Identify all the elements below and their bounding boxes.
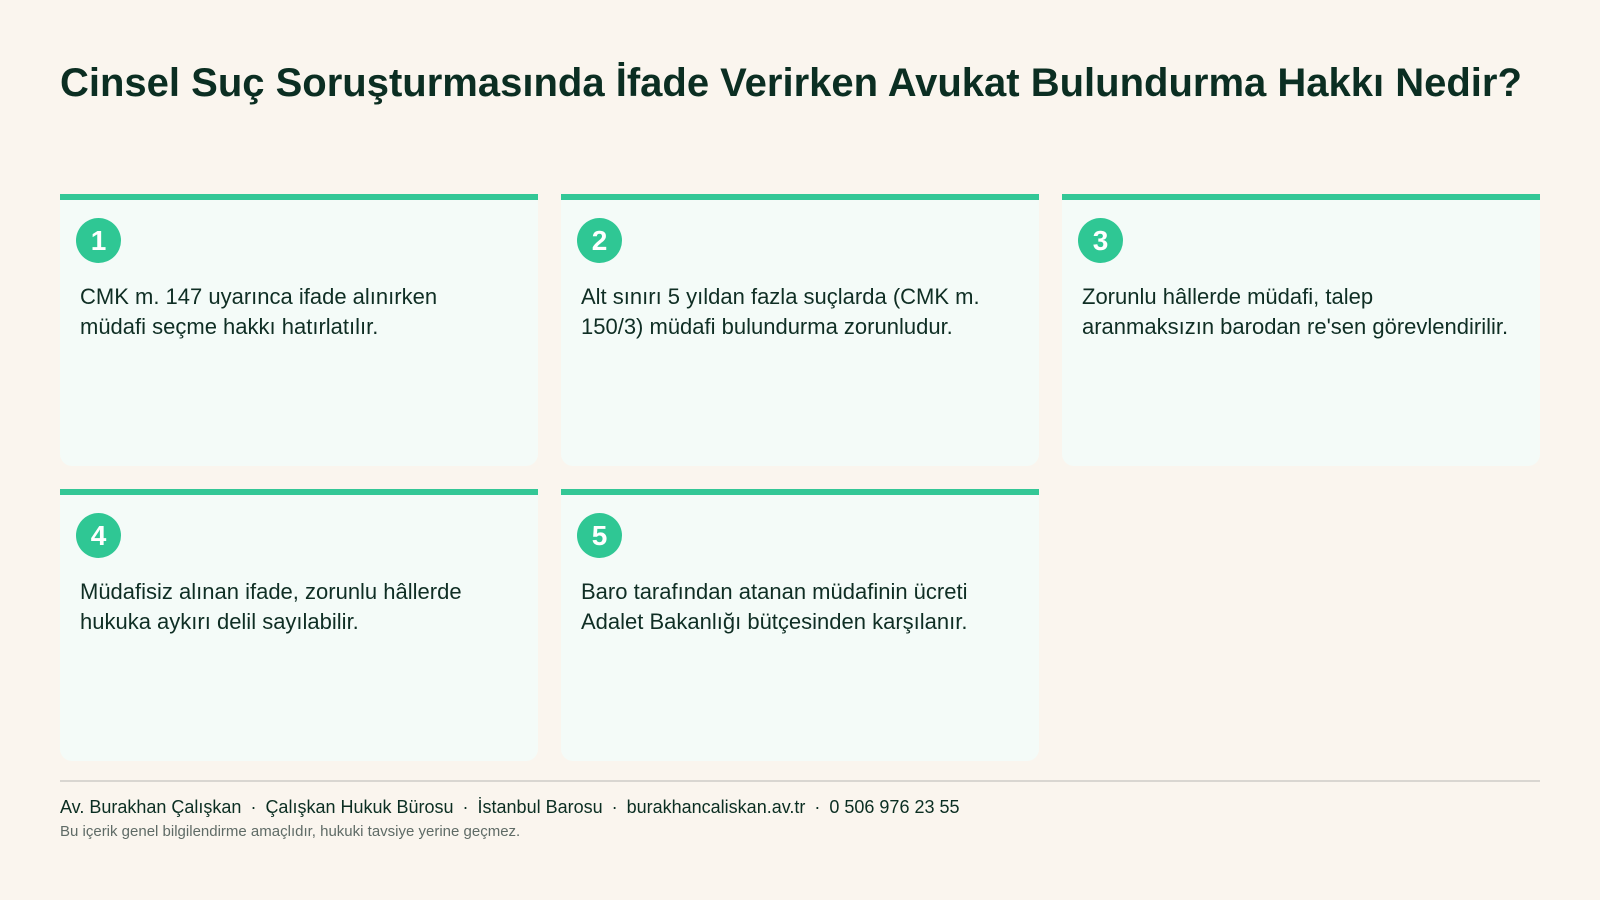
info-card-4: [60, 489, 538, 761]
website-link[interactable]: burakhancaliskan.av.tr: [626, 797, 806, 817]
firm-name: Çalışkan Hukuk Bürosu: [265, 797, 454, 817]
separator: ·: [611, 797, 618, 817]
card-text: Zorunlu hâllerde müdafi, talep aranmaksızın barodan re'sen görevlendirilir.: [1082, 284, 1509, 339]
card-number-badge: 5: [577, 513, 622, 558]
separator: ·: [250, 797, 257, 817]
card-number-badge: 1: [76, 218, 121, 263]
info-card-5: [561, 489, 1039, 761]
lawyer-name: Av. Burakhan Çalışkan: [60, 797, 242, 817]
card-number-badge: 2: [577, 218, 622, 263]
separator: ·: [814, 797, 821, 817]
card-number-badge: 4: [76, 513, 121, 558]
footer-contact-line: [60, 796, 960, 818]
info-card-3: [1062, 194, 1540, 466]
page: [60, 0, 1540, 900]
card-grid: [60, 194, 1540, 761]
page-title: Cinsel Suç Soruşturmasında İfade Verirken Avukat Bulundurma Hakkı Nedir?: [60, 61, 1522, 105]
card-number-badge: 3: [1078, 218, 1123, 263]
info-card-2: [561, 194, 1039, 466]
phone-number[interactable]: 0 506 976 23 55: [829, 797, 960, 817]
card-text: Müdafisiz alınan ifade, zorunlu hâllerde hukuka aykırı delil sayılabilir.: [80, 579, 462, 634]
info-card-1: [60, 194, 538, 466]
card-text: Alt sınırı 5 yıldan fazla suçlarda (CMK m. 150/3) müdafi bulundurma zorunludur.: [581, 284, 980, 339]
separator: ·: [462, 797, 469, 817]
disclaimer-text: Bu içerik genel bilgilendirme amaçlıdır, hukuki tavsiye yerine geçmez.: [60, 823, 521, 840]
card-text: Baro tarafından atanan müdafinin ücreti Adalet Bakanlığı bütçesinden karşılanır.: [581, 579, 968, 634]
bar-association: İstanbul Barosu: [477, 797, 603, 817]
footer-divider: [60, 780, 1540, 782]
card-text: CMK m. 147 uyarınca ifade alınırken müdafi seçme hakkı hatırlatılır.: [80, 284, 438, 339]
